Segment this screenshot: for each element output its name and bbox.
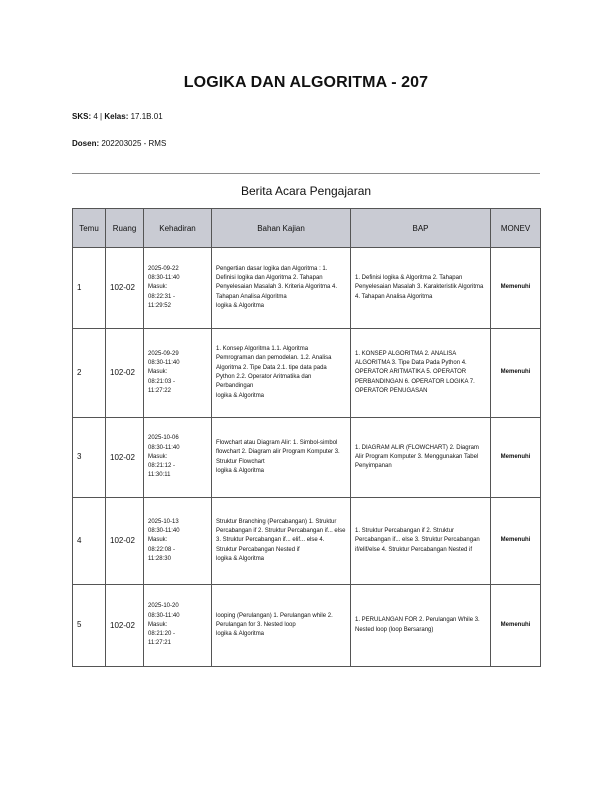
kehadiran-out: 11:27:21 — [148, 640, 171, 647]
table-row — [73, 498, 541, 585]
cell-temu: 3 — [73, 418, 106, 498]
bahan-kajian-text: 1. Konsep Algoritma 1.1. Algoritma Pemrograman dan pemodelan. 1.2. Analisa Algoritma 2. Tipe Data 2.1. tipe data pada Python 2.2. Operator Aritmatika dan Perbandingan — [216, 346, 332, 390]
cell-bap: 1. DIAGRAM ALIR (FLOWCHART) 2. Diagram Alir Program Komputer 3. Menggunakan Tabel Penyimpanan — [351, 418, 491, 498]
bahan-kajian-text: looping (Perulangan) 1. Perulangan while 2. Perulangan for 3. Nested loop — [216, 612, 333, 628]
cell-kehadiran — [144, 585, 212, 667]
kehadiran-schedule: 08:30-11:40 — [148, 360, 180, 367]
kehadiran-date: 2025-09-29 — [148, 350, 179, 357]
section-title: Berita Acara Pengajaran — [240, 184, 372, 198]
sks-label: SKS: — [72, 112, 92, 121]
cell-kehadiran — [144, 498, 212, 585]
cell-monev: Memenuhi — [491, 248, 541, 329]
cell-kehadiran — [144, 248, 212, 329]
kehadiran-out: 11:30:11 — [148, 472, 171, 479]
kehadiran-schedule: 08:30-11:40 — [148, 444, 180, 451]
bahan-kajian-text: Flowchart atau Diagram Alir: 1. Simbol-simbol flowchart 2. Diagram alir Program Komputer 3. Struktur Flowchart — [216, 439, 340, 465]
kelas-value: 17.1B.01 — [130, 112, 163, 121]
document-title: LOGIKA DAN ALGORITMA - 207 — [183, 74, 429, 91]
kehadiran-in: 08:21:20 - — [148, 631, 176, 638]
cell-ruang: 102-02 — [106, 418, 144, 498]
cell-ruang: 102-02 — [106, 248, 144, 329]
kehadiran-in: 08:22:31 - — [148, 293, 176, 300]
kelas-label: Kelas: — [104, 112, 129, 121]
kehadiran-out: 11:27:22 — [148, 387, 171, 394]
bahan-kajian-sub: logika & Algoritma — [216, 555, 265, 562]
horizontal-divider — [72, 173, 540, 174]
kehadiran-schedule: 08:30-11:40 — [148, 275, 180, 282]
cell-ruang: 102-02 — [106, 329, 144, 418]
cell-bap: 1. KONSEP ALGORITMA 2. ANALISA ALGORITMA 3. Tipe Data Pada Python 4. OPERATOR ARITMATIKA 5. OPERATOR PERBANDINGAN 6. OPERATOR LOGIKA 7. OPERATOR PENUGASAN — [351, 329, 491, 418]
dosen-value: 202203025 - RMS — [101, 139, 167, 148]
dosen-label: Dosen: — [72, 139, 100, 148]
cell-bahan-kajian — [212, 248, 351, 329]
kehadiran-date: 2025-09-22 — [148, 265, 179, 272]
bahan-kajian-sub: logika & Algoritma — [216, 302, 265, 309]
cell-temu: 4 — [73, 498, 106, 585]
course-meta — [72, 112, 163, 121]
kehadiran-in: 08:22:08 - — [148, 546, 176, 553]
cell-monev: Memenuhi — [491, 585, 541, 667]
kehadiran-out: 11:28:30 — [148, 555, 171, 562]
bahan-kajian-text: Struktur Branching (Percabangan) 1. Struktur Percabangan if 2. Struktur Percabangan if... else 3. Struktur Percabangan if... elif... else 4. Struktur Percabangan Nested if — [216, 518, 346, 553]
cell-bahan-kajian — [212, 498, 351, 585]
bahan-kajian-text: Pengertian dasar logika dan Algoritma : 1. Definisi logika dan Algoritma 2. Tahapan Penyelesaian Masalah 3. Kriteria Algoritma 4. Tahapan Analisa Algoritma — [216, 265, 338, 300]
kehadiran-label: Masuk: — [148, 537, 168, 544]
header-monev: MONEV — [491, 209, 541, 248]
header-kehadiran: Kehadiran — [144, 209, 212, 248]
header-bahan-kajian: Bahan Kajian — [212, 209, 351, 248]
kehadiran-schedule: 08:30-11:40 — [148, 612, 180, 619]
header-bap: BAP — [351, 209, 491, 248]
cell-monev: Memenuhi — [491, 418, 541, 498]
cell-temu: 1 — [73, 248, 106, 329]
kehadiran-out: 11:29:52 — [148, 302, 171, 309]
cell-bahan-kajian — [212, 329, 351, 418]
cell-ruang: 102-02 — [106, 498, 144, 585]
header-ruang: Ruang — [106, 209, 144, 248]
header-temu: Temu — [73, 209, 106, 248]
lecturer-meta — [72, 139, 166, 148]
table-header-row — [73, 209, 541, 248]
table-row — [73, 418, 541, 498]
bap-table — [72, 208, 541, 667]
cell-monev: Memenuhi — [491, 498, 541, 585]
cell-ruang: 102-02 — [106, 585, 144, 667]
kehadiran-date: 2025-10-13 — [148, 518, 179, 525]
cell-temu: 2 — [73, 329, 106, 418]
kehadiran-in: 08:21:03 - — [148, 378, 176, 385]
meta-separator: | — [100, 112, 103, 121]
kehadiran-label: Masuk: — [148, 621, 168, 628]
kehadiran-label: Masuk: — [148, 453, 168, 460]
cell-bahan-kajian — [212, 418, 351, 498]
cell-bap: 1. Definisi logika & Algoritma 2. Tahapan Penyelesaian Masalah 3. Karakteristik Algoritma 4. Tahapan Analisa Algoritma — [351, 248, 491, 329]
kehadiran-date: 2025-10-06 — [148, 435, 179, 442]
sks-value: 4 — [93, 112, 98, 121]
kehadiran-label: Masuk: — [148, 369, 168, 376]
cell-kehadiran — [144, 329, 212, 418]
table-row — [73, 248, 541, 329]
bahan-kajian-sub: logika & Algoritma — [216, 392, 265, 399]
cell-bahan-kajian — [212, 585, 351, 667]
kehadiran-label: Masuk: — [148, 284, 168, 291]
cell-bap: 1. Struktur Percabangan if 2. Struktur Percabangan if... else 3. Struktur Percabangan if/elif/else 4. Struktur Percabangan Nested if — [351, 498, 491, 585]
table-row — [73, 585, 541, 667]
bahan-kajian-sub: logika & Algoritma — [216, 467, 265, 474]
kehadiran-schedule: 08:30-11:40 — [148, 528, 180, 535]
cell-kehadiran — [144, 418, 212, 498]
bahan-kajian-sub: logika & Algoritma — [216, 631, 265, 638]
cell-temu: 5 — [73, 585, 106, 667]
cell-monev: Memenuhi — [491, 329, 541, 418]
kehadiran-date: 2025-10-20 — [148, 603, 179, 610]
kehadiran-in: 08:21:12 - — [148, 463, 176, 470]
cell-bap: 1. PERULANGAN FOR 2. Perulangan While 3. Nested loop (loop Bersarang) — [351, 585, 491, 667]
table-row — [73, 329, 541, 418]
